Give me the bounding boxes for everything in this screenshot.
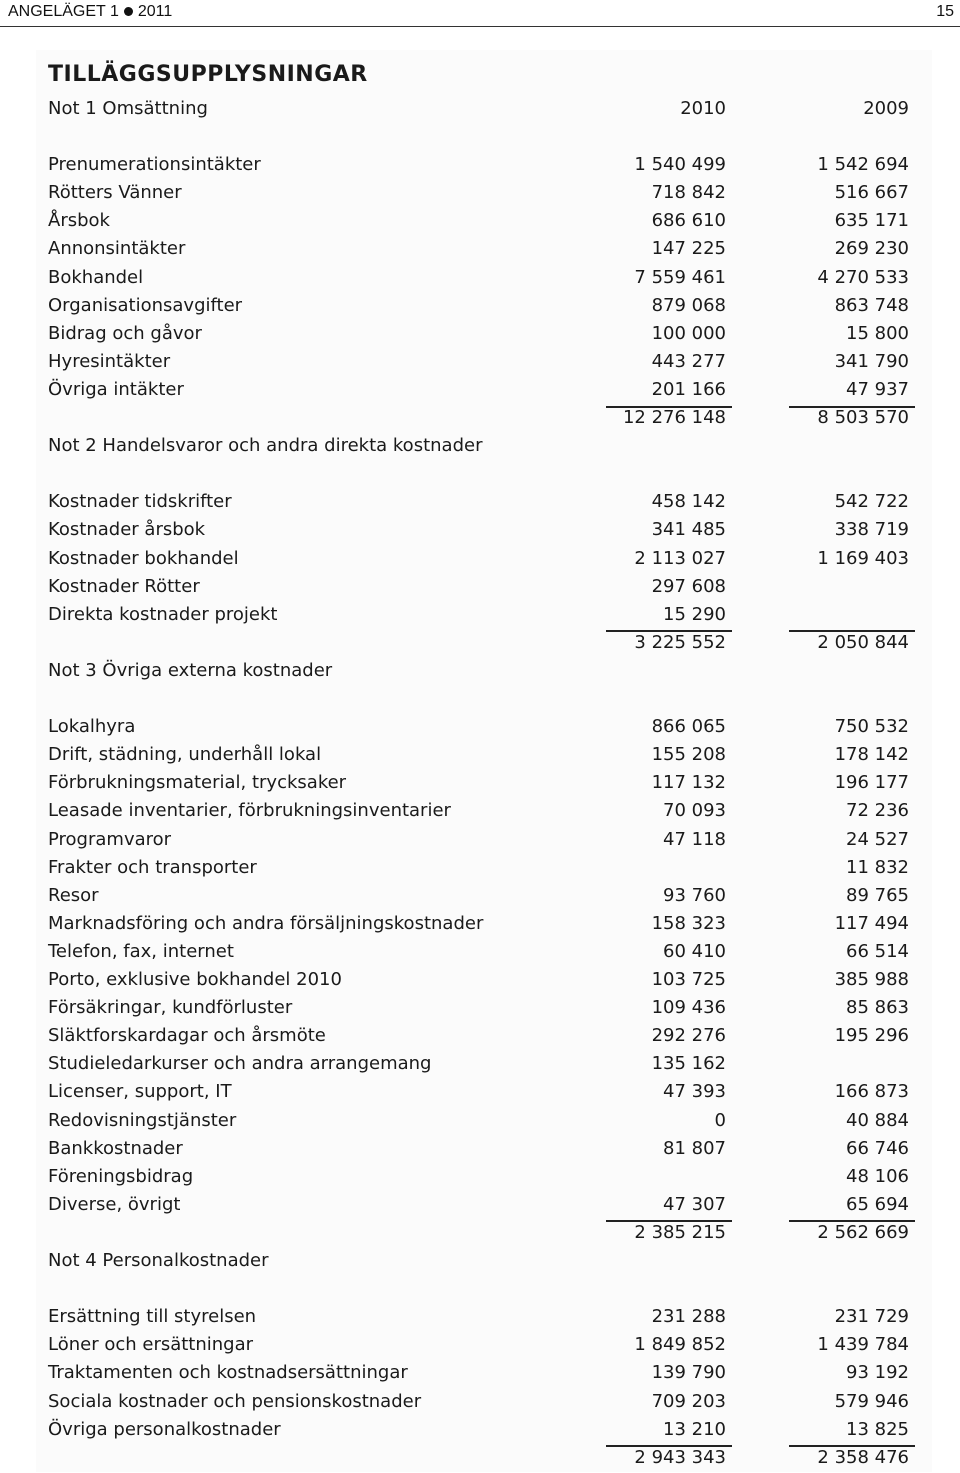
row-label: Resor xyxy=(48,884,99,906)
row-label: Redovisningstjänster xyxy=(48,1109,237,1131)
row-label: Försäkringar, kundförluster xyxy=(48,997,293,1019)
table-row xyxy=(0,714,960,742)
table-row xyxy=(0,1417,960,1445)
value-2009: 93 192 xyxy=(846,1362,909,1384)
value-2010: 718 842 xyxy=(651,182,726,204)
page-header xyxy=(0,0,960,27)
value-2009: 195 296 xyxy=(834,1025,909,1047)
value-2010: 292 276 xyxy=(651,1025,726,1047)
row-label: Lokalhyra xyxy=(48,716,136,738)
table-row xyxy=(0,180,960,208)
table-row xyxy=(0,293,960,321)
value-2010: 201 166 xyxy=(651,378,726,400)
total-row xyxy=(0,630,960,658)
total-2010: 2 385 215 xyxy=(634,1221,726,1243)
value-2010: 47 118 xyxy=(663,828,726,850)
row-label: Föreningsbidrag xyxy=(48,1165,194,1187)
value-2009: 15 800 xyxy=(846,322,909,344)
total-row xyxy=(0,1445,960,1473)
value-2010: 0 xyxy=(714,1109,726,1131)
row-label: Bidrag och gåvor xyxy=(48,322,202,344)
total-2010: 12 276 148 xyxy=(622,407,726,428)
note-heading: Not 1 Omsättning xyxy=(48,98,208,119)
table-row xyxy=(0,265,960,293)
value-2010: 866 065 xyxy=(651,716,726,738)
value-2009: 1 169 403 xyxy=(817,547,909,569)
row-label: Årsbok xyxy=(48,210,110,232)
value-2009: 40 884 xyxy=(846,1109,909,1131)
row-label: Prenumerationsintäkter xyxy=(48,154,261,176)
table-row xyxy=(0,1108,960,1136)
row-label: Porto, exklusive bokhandel 2010 xyxy=(48,969,342,990)
row-label: Organisationsavgifter xyxy=(48,294,243,316)
note-heading: Not 2 Handelsvaror och andra direkta kostnader xyxy=(48,435,483,457)
value-2009: 579 946 xyxy=(834,1390,909,1412)
total-2009: 2 050 844 xyxy=(817,631,909,653)
value-2009: 4 270 533 xyxy=(817,266,909,288)
value-2009: 72 236 xyxy=(846,800,909,822)
value-2010: 139 790 xyxy=(651,1362,726,1384)
row-label: Sociala kostnader och pensionskostnader xyxy=(48,1390,422,1412)
table-row xyxy=(0,995,960,1023)
value-2009: 341 790 xyxy=(834,350,909,372)
table-row xyxy=(0,911,960,939)
value-2010: 100 000 xyxy=(651,322,726,344)
table-row xyxy=(0,152,960,180)
table-row xyxy=(0,827,960,855)
value-2009: 85 863 xyxy=(846,997,909,1019)
table-row xyxy=(0,1192,960,1220)
table-row xyxy=(0,1164,960,1192)
total-2010: 3 225 552 xyxy=(634,631,726,653)
row-label: Programvaror xyxy=(48,828,172,850)
column-header-2010: 2010 xyxy=(680,98,726,119)
row-label: Kostnader årsbok xyxy=(48,519,206,541)
value-2010: 103 725 xyxy=(651,969,726,990)
value-2010: 117 132 xyxy=(651,772,726,794)
table-row xyxy=(0,517,960,545)
value-2010: 155 208 xyxy=(651,744,726,766)
row-label: Kostnader bokhandel xyxy=(48,547,239,569)
value-2010: 879 068 xyxy=(651,294,726,316)
value-2009: 338 719 xyxy=(834,519,909,541)
value-2010: 15 290 xyxy=(663,603,726,625)
value-2010: 1 540 499 xyxy=(634,154,726,176)
value-2010: 709 203 xyxy=(651,1390,726,1412)
table-row xyxy=(0,236,960,264)
note-heading-row xyxy=(0,658,960,686)
table-row xyxy=(0,1332,960,1360)
header-year: 2011 xyxy=(137,3,173,20)
value-2010: 158 323 xyxy=(651,912,726,934)
value-2010: 297 608 xyxy=(651,575,726,597)
value-2009: 13 825 xyxy=(846,1418,909,1440)
row-label: Kostnader Rötter xyxy=(48,575,200,597)
bullet-icon xyxy=(124,7,133,16)
table-row xyxy=(0,489,960,517)
value-2010: 443 277 xyxy=(651,350,726,372)
table-row xyxy=(0,1389,960,1417)
table-row xyxy=(0,349,960,377)
row-label: Kostnader tidskrifter xyxy=(48,491,232,513)
value-2009: 11 832 xyxy=(846,856,909,878)
table-row xyxy=(0,1079,960,1107)
table-row xyxy=(0,208,960,236)
value-2009: 24 527 xyxy=(846,828,909,850)
table-row xyxy=(0,770,960,798)
value-2010: 231 288 xyxy=(651,1306,726,1328)
row-label: Studieledarkurser och andra arrangemang xyxy=(48,1053,432,1075)
value-2010: 341 485 xyxy=(651,519,726,541)
page-number: 15 xyxy=(936,3,954,20)
value-2009: 65 694 xyxy=(846,1193,909,1215)
table-row xyxy=(0,939,960,967)
value-2010: 70 093 xyxy=(663,800,726,822)
value-2010: 47 393 xyxy=(663,1081,726,1103)
note-heading-row xyxy=(0,1248,960,1276)
row-label: Släktforskardagar och årsmöte xyxy=(48,1025,326,1047)
row-label: Drift, städning, underhåll lokal xyxy=(48,744,322,766)
table-row xyxy=(0,855,960,883)
value-2010: 147 225 xyxy=(651,238,726,260)
value-2009: 385 988 xyxy=(834,969,909,990)
note-heading-row xyxy=(0,96,960,124)
table-row xyxy=(0,742,960,770)
value-2009: 117 494 xyxy=(834,912,909,934)
value-2010: 135 162 xyxy=(651,1053,726,1075)
row-label: Leasade inventarier, förbrukningsinventarier xyxy=(48,800,451,822)
table-row xyxy=(0,574,960,602)
table-row xyxy=(0,1136,960,1164)
value-2010: 47 307 xyxy=(663,1193,726,1215)
value-2010: 81 807 xyxy=(663,1137,726,1159)
header-section-label xyxy=(8,3,172,21)
table-row xyxy=(0,1023,960,1051)
value-2010: 13 210 xyxy=(663,1418,726,1440)
row-label: Diverse, övrigt xyxy=(48,1193,181,1215)
value-2009: 166 873 xyxy=(834,1081,909,1103)
value-2010: 1 849 852 xyxy=(634,1334,726,1356)
table-row xyxy=(0,883,960,911)
note-heading: Not 4 Personalkostnader xyxy=(48,1250,269,1271)
value-2009: 66 746 xyxy=(846,1137,909,1159)
header-section: ANGELÄGET 1 xyxy=(8,3,119,20)
value-2009: 516 667 xyxy=(834,182,909,204)
table-row xyxy=(0,1360,960,1388)
table-row xyxy=(0,1051,960,1079)
value-2009: 89 765 xyxy=(846,884,909,906)
document-title: TILLÄGGSUPPLYSNINGAR xyxy=(48,62,368,87)
value-2009: 863 748 xyxy=(834,294,909,316)
value-2010: 2 113 027 xyxy=(634,547,726,569)
value-2009: 750 532 xyxy=(834,716,909,738)
table-row xyxy=(0,602,960,630)
row-label: Bokhandel xyxy=(48,266,144,288)
value-2010: 93 760 xyxy=(663,884,726,906)
row-label: Övriga intäkter xyxy=(48,378,184,400)
value-2009: 1 542 694 xyxy=(817,154,909,176)
total-2009: 8 503 570 xyxy=(817,407,909,428)
value-2010: 7 559 461 xyxy=(634,266,726,288)
table-row xyxy=(0,377,960,405)
row-label: Bankkostnader xyxy=(48,1137,183,1159)
total-2009: 2 562 669 xyxy=(817,1221,909,1243)
row-label: Direkta kostnader projekt xyxy=(48,603,278,625)
value-2009: 542 722 xyxy=(834,491,909,513)
row-label: Marknadsföring och andra försäljningskostnader xyxy=(48,912,484,934)
value-2009: 48 106 xyxy=(846,1165,909,1187)
value-2010: 458 142 xyxy=(651,491,726,513)
row-label: Traktamenten och kostnadsersättningar xyxy=(48,1362,408,1384)
table-row xyxy=(0,798,960,826)
table-row xyxy=(0,967,960,995)
value-2009: 47 937 xyxy=(846,378,909,400)
row-label: Ersättning till styrelsen xyxy=(48,1306,257,1328)
column-header-2009: 2009 xyxy=(863,98,909,119)
value-2009: 196 177 xyxy=(834,772,909,794)
note-heading-row xyxy=(0,433,960,461)
row-label: Frakter och transporter xyxy=(48,856,257,878)
value-2010: 109 436 xyxy=(651,997,726,1019)
value-2010: 60 410 xyxy=(663,940,726,962)
value-2009: 66 514 xyxy=(846,940,909,962)
value-2009: 231 729 xyxy=(834,1306,909,1328)
row-label: Hyresintäkter xyxy=(48,350,171,372)
row-label: Annonsintäkter xyxy=(48,238,186,260)
value-2009: 635 171 xyxy=(834,210,909,232)
total-row xyxy=(0,1220,960,1248)
table-row xyxy=(0,1304,960,1332)
row-label: Telefon, fax, internet xyxy=(48,940,234,962)
note-heading: Not 3 Övriga externa kostnader xyxy=(48,659,333,681)
total-2010: 2 943 343 xyxy=(634,1446,726,1468)
row-label: Licenser, support, IT xyxy=(48,1081,232,1103)
table-row xyxy=(0,546,960,574)
value-2009: 269 230 xyxy=(834,238,909,260)
table-row xyxy=(0,321,960,349)
row-label: Löner och ersättningar xyxy=(48,1334,254,1356)
value-2010: 686 610 xyxy=(651,210,726,232)
row-label: Förbrukningsmaterial, trycksaker xyxy=(48,772,347,794)
row-label: Rötters Vänner xyxy=(48,182,182,204)
value-2009: 1 439 784 xyxy=(817,1334,909,1356)
total-row xyxy=(0,405,960,433)
total-2009: 2 358 476 xyxy=(817,1446,909,1468)
value-2009: 178 142 xyxy=(834,744,909,766)
row-label: Övriga personalkostnader xyxy=(48,1418,281,1440)
